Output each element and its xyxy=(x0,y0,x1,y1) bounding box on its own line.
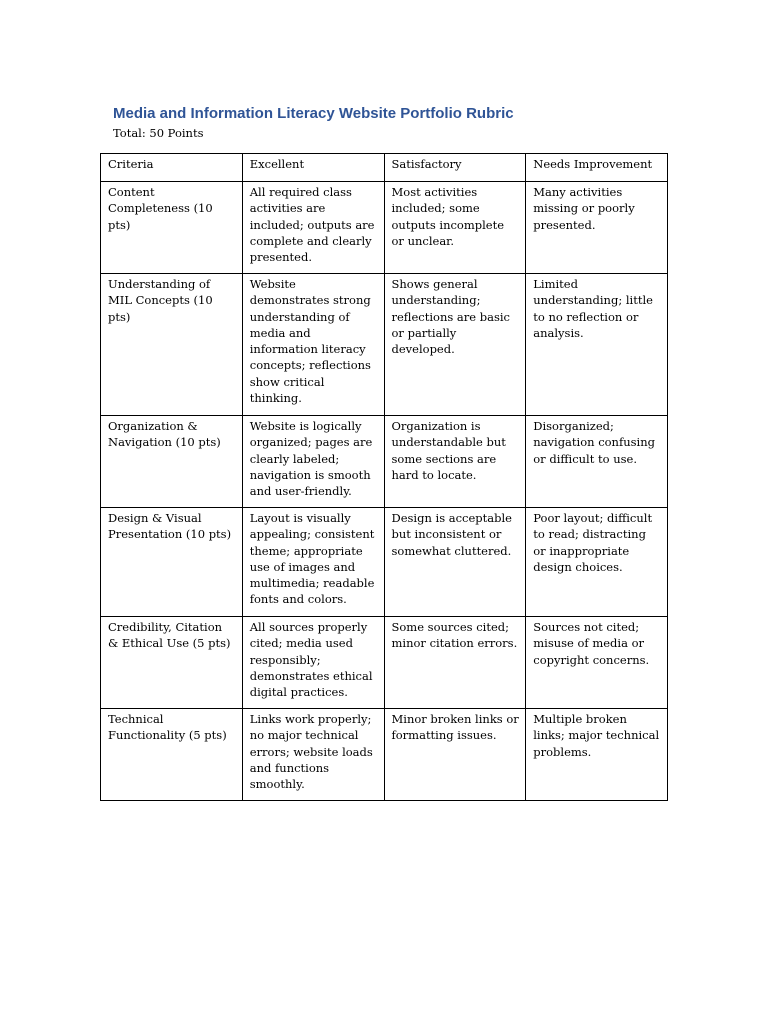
criteria-cell: Design & Visual Presentation (10 pts) xyxy=(101,508,243,617)
header-needs-improvement: Needs Improvement xyxy=(526,154,668,182)
criteria-cell: Organization & Navigation (10 pts) xyxy=(101,416,243,508)
header-satisfactory: Satisfactory xyxy=(384,154,526,182)
table-row xyxy=(101,182,668,274)
criteria-cell: Technical Functionality (5 pts) xyxy=(101,709,243,801)
satisfactory-cell: Most activities included; some outputs incomplete or unclear. xyxy=(384,182,526,274)
criteria-cell: Credibility, Citation & Ethical Use (5 pts) xyxy=(101,617,243,709)
needs-improvement-cell: Poor layout; difficult to read; distracting or inappropriate design choices. xyxy=(526,508,668,617)
needs-improvement-cell: Multiple broken links; major technical problems. xyxy=(526,709,668,801)
criteria-cell: Understanding of MIL Concepts (10 pts) xyxy=(101,274,243,416)
satisfactory-cell: Minor broken links or formatting issues. xyxy=(384,709,526,801)
table-row xyxy=(101,274,668,416)
excellent-cell: Website is logically organized; pages are clearly labeled; navigation is smooth and user-friendly. xyxy=(242,416,384,508)
table-header-row xyxy=(101,154,668,182)
table-row xyxy=(101,617,668,709)
excellent-cell: Layout is visually appealing; consistent theme; appropriate use of images and multimedia; readable fonts and colors. xyxy=(242,508,384,617)
header-criteria: Criteria xyxy=(101,154,243,182)
needs-improvement-cell: Many activities missing or poorly presented. xyxy=(526,182,668,274)
table-row xyxy=(101,508,668,617)
excellent-cell: Links work properly; no major technical errors; website loads and functions smoothly. xyxy=(242,709,384,801)
needs-improvement-cell: Sources not cited; misuse of media or copyright concerns. xyxy=(526,617,668,709)
satisfactory-cell: Some sources cited; minor citation errors. xyxy=(384,617,526,709)
table-row xyxy=(101,416,668,508)
satisfactory-cell: Shows general understanding; reflections are basic or partially developed. xyxy=(384,274,526,416)
rubric-table xyxy=(100,153,668,801)
needs-improvement-cell: Disorganized; navigation confusing or difficult to use. xyxy=(526,416,668,508)
criteria-cell: Content Completeness (10 pts) xyxy=(101,182,243,274)
page-title: Media and Information Literacy Website Portfolio Rubric xyxy=(113,105,514,122)
excellent-cell: All sources properly cited; media used responsibly; demonstrates ethical digital practices. xyxy=(242,617,384,709)
excellent-cell: Website demonstrates strong understanding of media and information literacy concepts; reflections show critical thinking. xyxy=(242,274,384,416)
satisfactory-cell: Design is acceptable but inconsistent or somewhat cluttered. xyxy=(384,508,526,617)
excellent-cell: All required class activities are included; outputs are complete and clearly presented. xyxy=(242,182,384,274)
total-points: Total: 50 Points xyxy=(113,126,204,140)
satisfactory-cell: Organization is understandable but some sections are hard to locate. xyxy=(384,416,526,508)
table-row xyxy=(101,709,668,801)
needs-improvement-cell: Limited understanding; little to no reflection or analysis. xyxy=(526,274,668,416)
header-excellent: Excellent xyxy=(242,154,384,182)
